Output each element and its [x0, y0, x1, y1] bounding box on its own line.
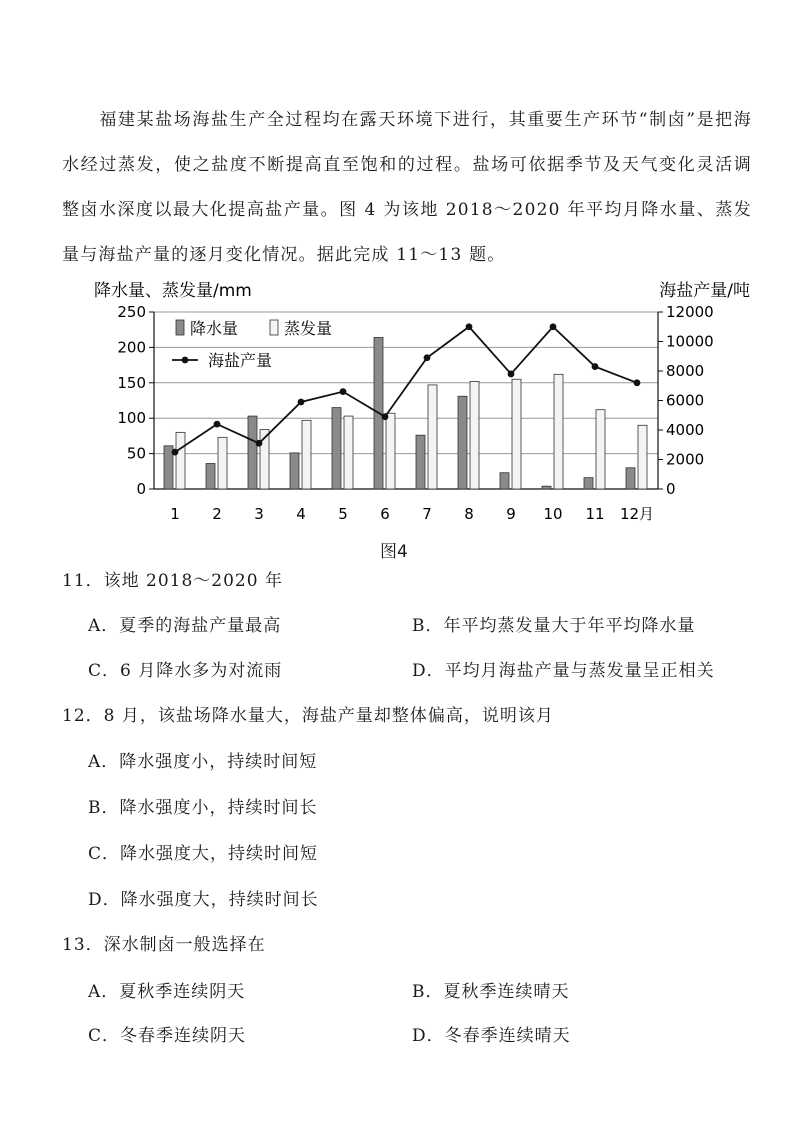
x-tick-label: 12月: [619, 505, 655, 523]
x-tick-label: 2: [212, 505, 222, 523]
y-right-tick-label: 0: [666, 480, 676, 498]
bar-evaporation: [512, 379, 521, 489]
point-sea-salt-production: [214, 421, 221, 428]
bar-precipitation: [458, 396, 467, 489]
point-sea-salt-production: [466, 323, 473, 330]
chart-figure-4: [60, 270, 760, 570]
question-13-option-d[interactable]: D．冬春季连续晴天: [412, 1026, 571, 1046]
point-sea-salt-production: [172, 449, 179, 456]
bar-evaporation: [344, 416, 353, 489]
legend-label-evaporation: 蒸发量: [284, 319, 333, 338]
y-right-tick-label: 2000: [666, 450, 705, 469]
y-left-tick-label: 0: [136, 480, 146, 498]
question-13-option-a[interactable]: A．夏秋季连续阴天: [88, 982, 246, 1002]
y-right-tick-label: 12000: [666, 303, 714, 321]
x-tick-label: 1: [170, 505, 180, 523]
x-tick-label: 6: [380, 505, 390, 523]
point-sea-salt-production: [298, 399, 305, 406]
intro-passage: [62, 98, 752, 278]
bar-evaporation: [302, 420, 311, 489]
x-tick-label: 7: [422, 505, 432, 523]
legend-swatch-precipitation: [176, 320, 184, 335]
question-12-option-a[interactable]: A．降水强度小，持续时间短: [88, 752, 318, 772]
bar-evaporation: [218, 437, 227, 489]
bar-evaporation: [638, 425, 647, 489]
question-11-option-a[interactable]: A．夏季的海盐产量最高: [88, 616, 282, 636]
chart-svg: [60, 270, 760, 530]
point-sea-salt-production: [550, 323, 557, 330]
question-12-option-b[interactable]: B．降水强度小，持续时间长: [88, 798, 318, 818]
bar-precipitation: [542, 486, 551, 489]
bar-precipitation: [332, 408, 341, 489]
bar-evaporation: [428, 385, 437, 489]
line-sea-salt-production: [175, 327, 637, 452]
bar-precipitation: [206, 464, 215, 489]
bar-precipitation: [584, 478, 593, 489]
bar-precipitation: [500, 473, 509, 489]
question-11-option-d[interactable]: D．平均月海盐产量与蒸发量呈正相关: [412, 661, 715, 681]
question-11-option-c[interactable]: C．6 月降水多为对流雨: [88, 661, 283, 681]
question-12-option-d[interactable]: D．降水强度大，持续时间长: [88, 890, 319, 910]
x-tick-label: 8: [464, 505, 474, 523]
bar-evaporation: [596, 410, 605, 489]
question-12-option-c[interactable]: C．降水强度大，持续时间短: [88, 844, 319, 864]
y-right-tick-label: 6000: [666, 391, 705, 410]
bar-precipitation: [626, 468, 635, 489]
bar-evaporation: [554, 374, 563, 489]
legend-marker-sea-salt: [182, 357, 189, 364]
x-tick-label: 10: [543, 505, 563, 523]
y-left-tick-label: 100: [117, 409, 146, 428]
point-sea-salt-production: [424, 354, 431, 361]
y-left-tick-label: 250: [117, 303, 146, 321]
bar-precipitation: [248, 416, 257, 489]
point-sea-salt-production: [382, 413, 389, 420]
legend-swatch-evaporation: [270, 320, 278, 335]
y-left-tick-label: 200: [117, 338, 146, 357]
question-13-option-b[interactable]: B．夏秋季连续晴天: [412, 982, 570, 1002]
y-right-tick-label: 4000: [666, 421, 705, 439]
y-left-tick-label: 50: [126, 444, 146, 463]
point-sea-salt-production: [340, 388, 347, 395]
y-right-tick-label: 10000: [666, 332, 714, 351]
question-13-option-c[interactable]: C．冬春季连续阴天: [88, 1026, 247, 1046]
question-13-stem: 13．深水制卤一般选择在: [62, 935, 266, 955]
y-left-axis-title: 降水量、蒸发量/mm: [94, 281, 252, 301]
y-left-tick-label: 150: [117, 373, 146, 392]
point-sea-salt-production: [592, 363, 599, 370]
legend-label-sea-salt: 海盐产量: [208, 351, 273, 370]
question-11-option-b[interactable]: B．年平均蒸发量大于年平均降水量: [412, 616, 696, 636]
intro-text: 福建某盐场海盐生产全过程均在露天环境下进行，其重要生产环节“制卤”是把海水经过蒸发，使之盐度不断提高直至饱和的过程。盐场可依据季节及天气变化灵活调整卤水深度以最大化提高盐产量。图 4 为该地 2018～2020 年平均月降水量、蒸发量与海盐产量的逐月变化情况。据此完成 11～13 题。: [62, 110, 752, 265]
x-tick-label: 11: [585, 505, 605, 523]
bar-evaporation: [176, 432, 185, 489]
x-tick-label: 3: [254, 505, 264, 523]
point-sea-salt-production: [256, 440, 263, 447]
question-11-stem: 11．该地 2018～2020 年: [62, 571, 283, 591]
point-sea-salt-production: [634, 379, 641, 386]
x-tick-label: 5: [338, 505, 348, 523]
bar-precipitation: [290, 453, 299, 489]
x-tick-label: 4: [296, 505, 306, 523]
figure-caption: 图4: [380, 542, 408, 562]
x-tick-label: 9: [506, 505, 516, 523]
bar-evaporation: [470, 381, 479, 489]
bar-precipitation: [416, 435, 425, 489]
y-right-axis-title: 海盐产量/吨: [659, 281, 750, 301]
y-right-tick-label: 8000: [666, 362, 705, 380]
question-12-stem: 12．8 月，该盐场降水量大，海盐产量却整体偏高，说明该月: [62, 706, 554, 726]
point-sea-salt-production: [508, 371, 515, 378]
legend-label-precipitation: 降水量: [190, 319, 239, 338]
bar-evaporation: [386, 413, 395, 489]
